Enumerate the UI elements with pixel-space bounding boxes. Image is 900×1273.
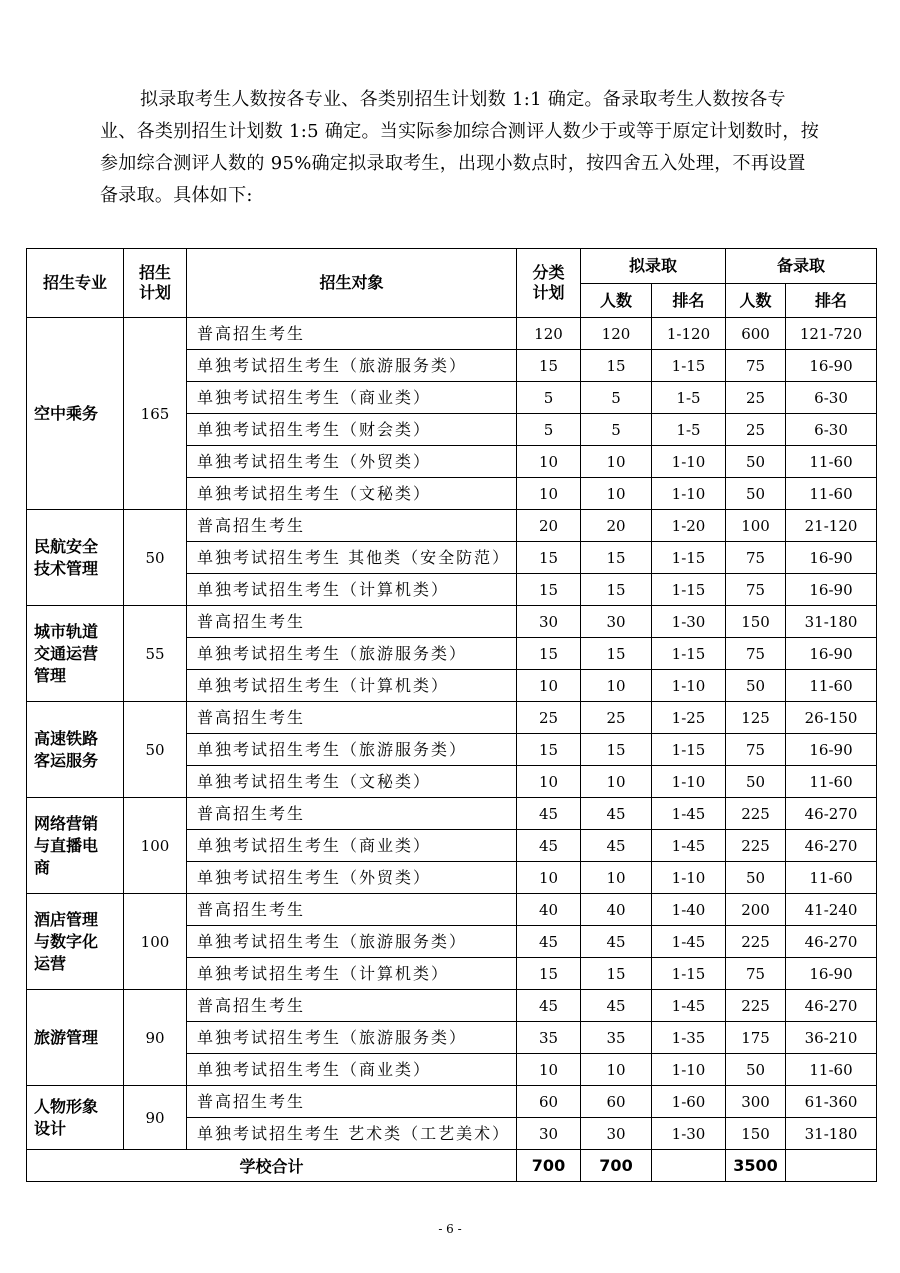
row-reserve-count: 225 — [726, 798, 786, 830]
row-reserve-count: 75 — [726, 638, 786, 670]
row-class-plan: 45 — [517, 990, 581, 1022]
row-plan: 50 — [124, 702, 187, 798]
row-plan: 90 — [124, 990, 187, 1086]
row-plan: 100 — [124, 894, 187, 990]
row-admit-rank: 1-15 — [652, 350, 726, 382]
row-reserve-rank: 6-30 — [786, 382, 877, 414]
header-reserve: 备录取 — [726, 249, 877, 284]
row-class-plan: 25 — [517, 702, 581, 734]
table-row — [27, 990, 877, 1022]
row-reserve-count: 225 — [726, 830, 786, 862]
row-class-plan: 5 — [517, 382, 581, 414]
row-admit-rank: 1-45 — [652, 830, 726, 862]
row-target: 单独考试招生考生（旅游服务类） — [187, 926, 517, 958]
header-admit-count: 人数 — [581, 284, 652, 318]
row-admit-count: 10 — [581, 1054, 652, 1086]
row-plan: 165 — [124, 318, 187, 510]
row-class-plan: 10 — [517, 478, 581, 510]
row-reserve-rank: 46-270 — [786, 926, 877, 958]
row-reserve-rank: 46-270 — [786, 830, 877, 862]
row-class-plan: 15 — [517, 574, 581, 606]
row-admit-count: 20 — [581, 510, 652, 542]
row-reserve-count: 300 — [726, 1086, 786, 1118]
row-admit-count: 25 — [581, 702, 652, 734]
row-admit-rank: 1-10 — [652, 446, 726, 478]
row-admit-count: 10 — [581, 862, 652, 894]
row-reserve-count: 75 — [726, 574, 786, 606]
row-target: 单独考试招生考生（文秘类） — [187, 478, 517, 510]
total-label: 学校合计 — [27, 1150, 517, 1182]
row-admit-rank: 1-15 — [652, 638, 726, 670]
row-admit-rank: 1-45 — [652, 926, 726, 958]
row-admit-count: 45 — [581, 926, 652, 958]
row-class-plan: 15 — [517, 958, 581, 990]
row-admit-rank: 1-45 — [652, 990, 726, 1022]
row-target: 单独考试招生考生（旅游服务类） — [187, 350, 517, 382]
header-plan: 招生计划 — [124, 249, 187, 318]
row-admit-count: 15 — [581, 542, 652, 574]
row-target: 单独考试招生考生（外贸类） — [187, 446, 517, 478]
page-number: - 6 - — [438, 1222, 462, 1236]
table-row — [27, 798, 877, 830]
row-reserve-count: 175 — [726, 1022, 786, 1054]
row-admit-count: 5 — [581, 382, 652, 414]
row-admit-count: 15 — [581, 958, 652, 990]
row-reserve-rank: 21-120 — [786, 510, 877, 542]
row-target: 单独考试招生考生（旅游服务类） — [187, 638, 517, 670]
row-reserve-rank: 36-210 — [786, 1022, 877, 1054]
row-admit-count: 30 — [581, 1118, 652, 1150]
total-row — [27, 1150, 877, 1182]
row-reserve-rank: 16-90 — [786, 350, 877, 382]
row-admit-count: 15 — [581, 734, 652, 766]
header-reserve-rank: 排名 — [786, 284, 877, 318]
row-target: 普高招生考生 — [187, 510, 517, 542]
row-class-plan: 30 — [517, 606, 581, 638]
row-admit-rank: 1-15 — [652, 574, 726, 606]
row-admit-rank: 1-20 — [652, 510, 726, 542]
row-admit-rank: 1-15 — [652, 542, 726, 574]
row-admit-rank: 1-10 — [652, 1054, 726, 1086]
row-reserve-count: 75 — [726, 542, 786, 574]
row-plan: 55 — [124, 606, 187, 702]
row-class-plan: 15 — [517, 542, 581, 574]
row-reserve-rank: 26-150 — [786, 702, 877, 734]
row-target: 普高招生考生 — [187, 798, 517, 830]
row-class-plan: 60 — [517, 1086, 581, 1118]
row-reserve-rank: 6-30 — [786, 414, 877, 446]
row-reserve-rank: 16-90 — [786, 638, 877, 670]
row-plan: 50 — [124, 510, 187, 606]
row-admit-count: 15 — [581, 638, 652, 670]
enrollment-plan-table — [26, 248, 877, 1182]
row-admit-count: 40 — [581, 894, 652, 926]
row-admit-count: 30 — [581, 606, 652, 638]
row-target: 普高招生考生 — [187, 606, 517, 638]
row-target: 单独考试招生考生（旅游服务类） — [187, 1022, 517, 1054]
row-admit-rank: 1-40 — [652, 894, 726, 926]
row-reserve-rank: 11-60 — [786, 670, 877, 702]
row-admit-rank: 1-15 — [652, 958, 726, 990]
row-reserve-rank: 61-360 — [786, 1086, 877, 1118]
table-row — [27, 510, 877, 542]
table-row — [27, 606, 877, 638]
row-admit-rank: 1-15 — [652, 734, 726, 766]
row-reserve-count: 75 — [726, 350, 786, 382]
row-major: 酒店管理与数字化运营 — [27, 894, 124, 990]
row-class-plan: 20 — [517, 510, 581, 542]
header-class-plan: 分类计划 — [517, 249, 581, 318]
row-class-plan: 15 — [517, 638, 581, 670]
intro-paragraph — [100, 84, 820, 212]
row-target: 普高招生考生 — [187, 318, 517, 350]
header-target: 招生对象 — [187, 249, 517, 318]
row-target: 单独考试招生考生（商业类） — [187, 830, 517, 862]
row-admit-count: 15 — [581, 574, 652, 606]
row-admit-rank: 1-5 — [652, 414, 726, 446]
row-admit-rank: 1-25 — [652, 702, 726, 734]
header-admit: 拟录取 — [581, 249, 726, 284]
row-class-plan: 10 — [517, 670, 581, 702]
row-class-plan: 10 — [517, 446, 581, 478]
row-admit-count: 10 — [581, 446, 652, 478]
table-row — [27, 318, 877, 350]
row-major: 空中乘务 — [27, 318, 124, 510]
row-major: 民航安全技术管理 — [27, 510, 124, 606]
row-admit-rank: 1-10 — [652, 766, 726, 798]
row-admit-rank: 1-30 — [652, 606, 726, 638]
row-target: 单独考试招生考生（商业类） — [187, 1054, 517, 1086]
row-class-plan: 10 — [517, 862, 581, 894]
row-reserve-count: 75 — [726, 958, 786, 990]
row-admit-count: 45 — [581, 798, 652, 830]
row-reserve-count: 100 — [726, 510, 786, 542]
row-admit-count: 60 — [581, 1086, 652, 1118]
total-reserve-rank — [786, 1150, 877, 1182]
row-class-plan: 35 — [517, 1022, 581, 1054]
row-major: 旅游管理 — [27, 990, 124, 1086]
total-admit-rank — [652, 1150, 726, 1182]
row-admit-rank: 1-5 — [652, 382, 726, 414]
table-row — [27, 894, 877, 926]
row-reserve-rank: 11-60 — [786, 862, 877, 894]
row-reserve-rank: 16-90 — [786, 574, 877, 606]
total-class-plan: 700 — [517, 1150, 581, 1182]
row-target: 单独考试招生考生（商业类） — [187, 382, 517, 414]
row-reserve-count: 225 — [726, 990, 786, 1022]
row-reserve-count: 50 — [726, 670, 786, 702]
row-reserve-rank: 16-90 — [786, 542, 877, 574]
row-class-plan: 15 — [517, 350, 581, 382]
row-major: 城市轨道交通运营管理 — [27, 606, 124, 702]
row-admit-rank: 1-10 — [652, 670, 726, 702]
row-admit-count: 15 — [581, 350, 652, 382]
row-class-plan: 30 — [517, 1118, 581, 1150]
row-reserve-count: 50 — [726, 1054, 786, 1086]
row-reserve-count: 125 — [726, 702, 786, 734]
row-reserve-count: 150 — [726, 1118, 786, 1150]
row-admit-count: 120 — [581, 318, 652, 350]
row-reserve-rank: 121-720 — [786, 318, 877, 350]
row-reserve-count: 150 — [726, 606, 786, 638]
row-class-plan: 45 — [517, 926, 581, 958]
row-major: 高速铁路客运服务 — [27, 702, 124, 798]
row-target: 单独考试招生考生（旅游服务类） — [187, 734, 517, 766]
table-row — [27, 1086, 877, 1118]
row-class-plan: 15 — [517, 734, 581, 766]
row-class-plan: 10 — [517, 1054, 581, 1086]
row-reserve-count: 50 — [726, 862, 786, 894]
row-class-plan: 45 — [517, 798, 581, 830]
row-target: 单独考试招生考生（外贸类） — [187, 862, 517, 894]
row-reserve-rank: 16-90 — [786, 958, 877, 990]
row-target: 单独考试招生考生（计算机类） — [187, 574, 517, 606]
row-class-plan: 45 — [517, 830, 581, 862]
row-reserve-rank: 16-90 — [786, 734, 877, 766]
row-target: 普高招生考生 — [187, 1086, 517, 1118]
total-admit: 700 — [581, 1150, 652, 1182]
row-class-plan: 40 — [517, 894, 581, 926]
row-reserve-rank: 11-60 — [786, 766, 877, 798]
row-admit-rank: 1-45 — [652, 798, 726, 830]
row-admit-rank: 1-30 — [652, 1118, 726, 1150]
row-reserve-count: 50 — [726, 446, 786, 478]
row-target: 单独考试招生考生（财会类） — [187, 414, 517, 446]
row-reserve-rank: 46-270 — [786, 798, 877, 830]
row-class-plan: 5 — [517, 414, 581, 446]
row-reserve-count: 75 — [726, 734, 786, 766]
row-target: 单独考试招生考生 其他类（安全防范） — [187, 542, 517, 574]
row-admit-rank: 1-35 — [652, 1022, 726, 1054]
header-admit-rank: 排名 — [652, 284, 726, 318]
table-body — [27, 318, 877, 1150]
row-target: 单独考试招生考生（计算机类） — [187, 958, 517, 990]
row-reserve-count: 25 — [726, 414, 786, 446]
row-admit-count: 35 — [581, 1022, 652, 1054]
row-plan: 100 — [124, 798, 187, 894]
row-admit-count: 45 — [581, 830, 652, 862]
row-reserve-rank: 31-180 — [786, 1118, 877, 1150]
row-reserve-count: 200 — [726, 894, 786, 926]
row-admit-count: 10 — [581, 478, 652, 510]
row-major: 网络营销与直播电商 — [27, 798, 124, 894]
row-reserve-count: 50 — [726, 478, 786, 510]
row-reserve-count: 50 — [726, 766, 786, 798]
row-plan: 90 — [124, 1086, 187, 1150]
row-target: 单独考试招生考生（计算机类） — [187, 670, 517, 702]
row-admit-count: 10 — [581, 670, 652, 702]
row-admit-rank: 1-10 — [652, 478, 726, 510]
row-reserve-rank: 11-60 — [786, 446, 877, 478]
row-reserve-rank: 31-180 — [786, 606, 877, 638]
row-major: 人物形象设计 — [27, 1086, 124, 1150]
row-target: 普高招生考生 — [187, 702, 517, 734]
row-class-plan: 120 — [517, 318, 581, 350]
row-target: 普高招生考生 — [187, 894, 517, 926]
row-target: 普高招生考生 — [187, 990, 517, 1022]
row-target: 单独考试招生考生 艺术类（工艺美术） — [187, 1118, 517, 1150]
row-admit-count: 10 — [581, 766, 652, 798]
row-reserve-rank: 46-270 — [786, 990, 877, 1022]
row-admit-rank: 1-60 — [652, 1086, 726, 1118]
row-reserve-rank: 11-60 — [786, 1054, 877, 1086]
header-major: 招生专业 — [27, 249, 124, 318]
row-admit-count: 45 — [581, 990, 652, 1022]
table-row — [27, 702, 877, 734]
row-reserve-rank: 41-240 — [786, 894, 877, 926]
row-target: 单独考试招生考生（文秘类） — [187, 766, 517, 798]
row-admit-rank: 1-120 — [652, 318, 726, 350]
header-reserve-count: 人数 — [726, 284, 786, 318]
row-admit-rank: 1-10 — [652, 862, 726, 894]
total-reserve: 3500 — [726, 1150, 786, 1182]
row-class-plan: 10 — [517, 766, 581, 798]
row-admit-count: 5 — [581, 414, 652, 446]
intro-text: 拟录取考生人数按各专业、各类别招生计划数 1:1 确定。备录取考生人数按各专业、各类别招生计划数 1:5 确定。当实际参加综合测评人数少于或等于原定计划数时，按参加综合测评人数的 95%确定拟录取考生，出现小数点时，按四舍五入处理，不再设置备录取。具体如下: — [100, 89, 820, 206]
row-reserve-count: 600 — [726, 318, 786, 350]
row-reserve-count: 25 — [726, 382, 786, 414]
row-reserve-rank: 11-60 — [786, 478, 877, 510]
row-reserve-count: 225 — [726, 926, 786, 958]
